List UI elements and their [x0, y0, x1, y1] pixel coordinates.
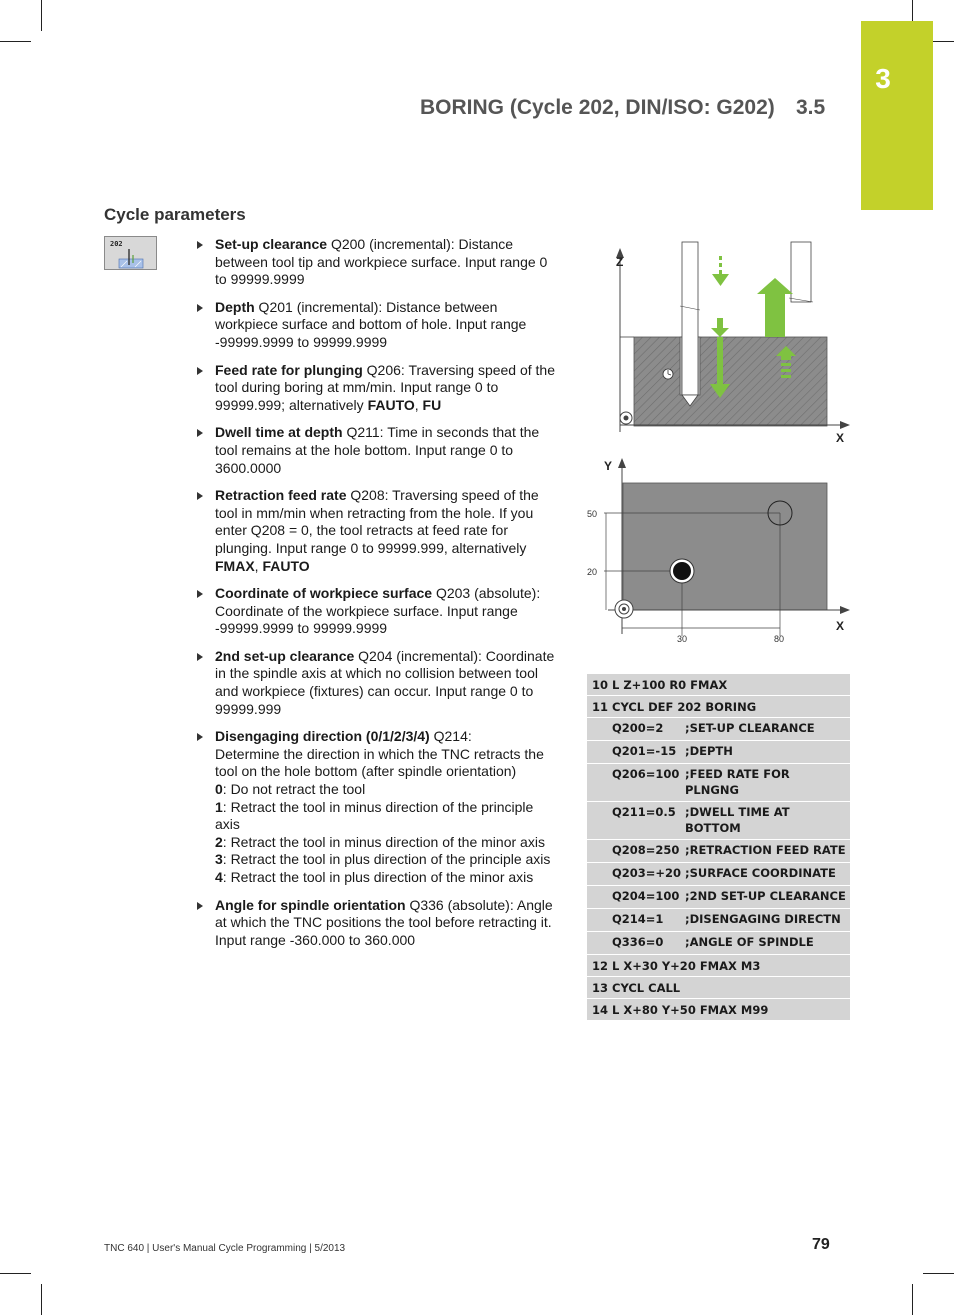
bullet-icon: [197, 590, 203, 598]
code-param: Q211=0.5: [612, 805, 676, 819]
bullet-icon: [197, 241, 203, 249]
param-desc: Q214:: [429, 728, 472, 745]
param-name: Feed rate for plunging: [215, 361, 363, 378]
code-param-row: [587, 764, 850, 802]
code-text: 12 L X+30 Y+20 FMAX M3: [592, 958, 761, 973]
code-param-row: [587, 932, 850, 955]
chapter-number: 3: [875, 63, 891, 94]
page-header-title: BORING (Cycle 202, DIN/ISO: G202): [420, 96, 775, 119]
code-param: Q336=0: [612, 935, 664, 949]
crop-mark: [41, 0, 42, 31]
y-tick-50: 50: [587, 509, 598, 519]
option-text: : Retract the tool in plus direction of the principle axis: [222, 851, 551, 868]
hole-1-fill: [673, 562, 691, 580]
param-option: FMAX: [215, 557, 255, 574]
y-tick-20: 20: [587, 567, 598, 577]
code-text: 14 L X+80 Y+50 FMAX M99: [592, 1002, 769, 1017]
x-tick-30: 30: [677, 634, 688, 644]
option-text: : Retract the tool in plus direction of the minor axis: [222, 869, 534, 885]
option-1: [215, 799, 558, 834]
bullet-icon: [197, 902, 203, 910]
option-key: 4: [215, 869, 223, 885]
section-title: Cycle parameters: [104, 205, 246, 224]
x-axis-arrow-bottom: [840, 606, 850, 614]
crop-mark: [923, 1273, 954, 1274]
code-param-row: [587, 718, 850, 741]
chapter-tab: [861, 21, 933, 210]
boring-cycle-diagram: [582, 236, 854, 651]
param-depth: [196, 299, 558, 352]
cycle-softkey-icon: [104, 236, 157, 270]
param-retraction-feed-rate: [196, 487, 558, 575]
param-disengaging-direction: [196, 728, 558, 886]
code-param-row: [587, 840, 850, 863]
boring-tool: [682, 242, 698, 395]
code-comment: ;DISENGAGING DIRECTN: [685, 912, 841, 926]
option-2: [215, 834, 558, 852]
code-param-row: [587, 886, 850, 909]
option-3: [215, 851, 558, 869]
datum-center-bottom: [622, 607, 626, 611]
bullet-icon: [197, 429, 203, 437]
x-axis-label-bottom: X: [836, 619, 845, 633]
param-name: Dwell time at depth: [215, 424, 343, 441]
code-comment: ;FEED RATE FOR PLNGNG: [685, 767, 790, 797]
param-desc: Q200 (incremental): Distance between tool tip and workpiece surface. Input range 0 to 99999.9999: [215, 236, 548, 288]
page-header-section: 3.5: [796, 96, 826, 119]
param-option: FAUTO: [367, 396, 415, 413]
param-separator: ,: [254, 557, 263, 574]
param-name: Disengaging direction (0/1/2/3/4): [215, 728, 430, 745]
option-4: [215, 869, 558, 887]
parameter-list: [196, 236, 558, 959]
param-option: FAUTO: [262, 557, 310, 574]
param-separator: ,: [414, 396, 423, 413]
code-comment: ;2ND SET-UP CLEARANCE: [685, 889, 846, 903]
code-param-row: [587, 863, 850, 886]
code-row: [587, 674, 850, 696]
param-desc: Q211: Time in seconds that the tool remains at the hole bottom. Input range 0 to 3600.0000: [215, 424, 540, 476]
code-param: Q203=+20: [612, 866, 682, 880]
q200-arrow: [711, 318, 729, 337]
option-text: : Retract the tool in minus direction of the principle axis: [215, 798, 534, 833]
side-view: [616, 242, 850, 445]
x-axis-arrow: [840, 421, 850, 429]
code-param: Q200=2: [612, 721, 664, 735]
bullet-icon: [197, 653, 203, 661]
nc-program-table: [587, 674, 850, 1021]
page-number: 79: [812, 1236, 830, 1253]
x-axis-label-top: X: [836, 431, 845, 445]
crop-mark: [0, 1273, 31, 1274]
param-name: Depth: [215, 298, 255, 315]
param-option: FU: [422, 396, 442, 413]
code-comment: ;RETRACTION FEED RATE: [685, 843, 846, 857]
code-comment: ;ANGLE OF SPINDLE: [685, 935, 814, 949]
code-comment: ;DWELL TIME AT BOTTOM: [685, 805, 790, 835]
bullet-icon: [197, 304, 203, 312]
param-desc: Q203 (absolute): Coordinate of the workpiece surface. Input range -99999.9999 to 99999.9999: [215, 585, 541, 637]
option-key: 1: [215, 798, 223, 815]
workpiece-top: [623, 483, 827, 610]
param-desc: Q201 (incremental): Distance between workpiece surface and bottom of hole. Input range -99999.9999 to 99999.9999: [215, 298, 527, 350]
param-surface-coordinate: [196, 585, 558, 638]
code-row: [587, 955, 850, 977]
option-key: 3: [215, 851, 223, 868]
top-view: [587, 458, 850, 644]
option-0: [215, 781, 558, 799]
footer-text: TNC 640 | User's Manual Cycle Programming | 5/2013: [104, 1243, 346, 1254]
code-text: 10 L Z+100 R0 FMAX: [592, 677, 728, 692]
z-axis-label: Z: [616, 255, 624, 269]
crop-mark: [912, 1284, 913, 1315]
q206-arrow: [712, 256, 729, 286]
code-comment: ;DEPTH: [685, 744, 733, 758]
option-key: 0: [215, 781, 223, 798]
param-name: Retraction feed rate: [215, 487, 347, 504]
code-text: 13 CYCL CALL: [592, 980, 681, 995]
param-name: Coordinate of workpiece surface: [215, 585, 433, 602]
code-param: Q208=250: [612, 843, 680, 857]
bullet-icon: [197, 492, 203, 500]
param-dwell-time: [196, 424, 558, 477]
param-name: 2nd set-up clearance: [215, 647, 355, 664]
bullet-icon: [197, 367, 203, 375]
param-spindle-angle: [196, 897, 558, 950]
code-param: Q204=100: [612, 889, 680, 903]
param-setup-clearance: [196, 236, 558, 289]
param-desc-line: tool on the hole bottom (after spindle orientation): [215, 763, 517, 780]
y-axis-label: Y: [604, 459, 613, 473]
code-row: [587, 696, 850, 718]
workpiece-section: [634, 337, 827, 426]
crop-mark: [41, 1284, 42, 1315]
param-desc: Q204 (incremental): Coordinate in the spindle axis at which no collision between tool and workpiece (fixtures) can occur. Input range 0 to 99999.999: [215, 647, 555, 717]
code-param-row: [587, 741, 850, 764]
code-comment: ;SURFACE COORDINATE: [685, 866, 836, 880]
param-desc: Q208: Traversing speed of the tool in mm/min when retracting from the hole. If you enter Q208 = 0, the tool retracts at feed rate for plunging. Input range 0 to 99999.999, alternatively: [215, 487, 539, 556]
retracted-tool: [791, 242, 811, 302]
param-desc: Q336 (absolute): Angle at which the TNC positions the tool before retracting it. Input range -360.000 to 360.000: [215, 896, 553, 948]
param-feed-rate-plunging: [196, 362, 558, 415]
y-axis-arrow: [618, 458, 626, 468]
code-text: 11 CYCL DEF 202 BORING: [592, 699, 757, 714]
q204-arrow: [757, 278, 793, 337]
option-key: 2: [215, 833, 223, 850]
code-row: [587, 977, 850, 999]
datum-dot: [624, 416, 629, 421]
softkey-label: 202: [110, 240, 123, 248]
code-param: Q214=1: [612, 912, 664, 926]
code-param-row: [587, 909, 850, 932]
option-text: : Retract the tool in minus direction of the minor axis: [222, 833, 545, 850]
softkey-graphic: [105, 237, 158, 271]
code-param: Q206=100: [612, 767, 680, 781]
param-2nd-setup-clearance: [196, 648, 558, 718]
x-tick-80: 80: [774, 634, 785, 644]
code-param: Q201=-15: [612, 744, 677, 758]
param-name: Angle for spindle orientation: [215, 896, 406, 913]
crop-mark: [0, 41, 31, 42]
param-desc-line: Determine the direction in which the TNC retracts the: [215, 745, 544, 762]
param-name: Set-up clearance: [215, 236, 328, 252]
param-desc: Q206: Traversing speed of the tool during boring at mm/min. Input range 0 to 99999.999; alternatively: [215, 361, 556, 413]
code-comment: ;SET-UP CLEARANCE: [685, 721, 815, 735]
code-row: [587, 999, 850, 1021]
code-param-row: [587, 802, 850, 840]
bullet-icon: [197, 733, 203, 741]
option-text: : Do not retract the tool: [222, 781, 366, 798]
